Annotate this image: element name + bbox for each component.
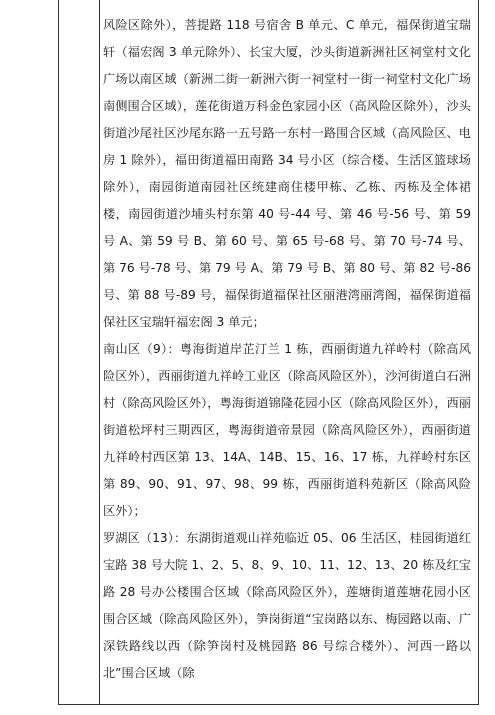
column-divider (99, 0, 100, 704)
paragraph-luohu: 罗湖区（13）：东湖街道观山祥苑临近 05、06 生活区，桂园街道红宝路 38 号大院 1、2、5、8、9、10、11、12、13、20 栋及红宝路 28 号办公楼围合区域（除高风险区外），莲塘街道莲塘花园小区围合区域（除高风险区外），笋岗街道“宝岗路以东、梅园路以南、广深铁路线以西（除笋岗村及桃园路 86 号综合楼外）、河西一路以北”围合区域（除 (103, 531, 471, 680)
paragraph-futian-continued: 风险区除外），菩提路 118 号宿舍 B 单元、C 单元，福保街道宝瑞轩（福宏阁 3 单元除外）、长宝大厦，沙头街道新洲社区祠堂村文化广场以南区域（新洲二街一新洲六街一祠堂村一街一祠堂村文化广场南侧围合区域），莲花街道万科金色家园小区（高风险区除外），沙头街道沙尾社区沙尾东路一五号路一东村一路围合区域（高风险区、电房 1 除外），福田街道福田南路 34 号小区（综合楼、生活区篮球场除外），南园街道南园社区统建商住楼甲栋、乙栋、丙栋及全体裙楼，南园街道沙埔头村东第 40 号-44 号、第 46 号-56 号、第 59 号 A、第 59 号 B、第 60 号、第 65 号-68 号、第 70 号-74 号、第 76 号-78 号、第 79 号 A、第 79 号 B、第 80 号、第 82 号-86 号、第 88 号-89 号，福保街道福保社区丽港湾丽湾阁，福保街道福保社区宝瑞轩福宏阁 3 单元； (103, 18, 471, 329)
content-cell (103, 12, 471, 687)
paragraph-nanshan: 南山区（9）：粤海街道岸芷汀兰 1 栋，西丽街道九祥岭村（除高风险区外），西丽街道九祥岭工业区（除高风险区外），沙河街道白石洲村（除高风险区外），粤海街道锦隆花园小区（除高风险区外），西丽街道松坪村三期西区，粤海街道帝景园（除高风险区外），西丽街道九祥岭村西区第 13、14A、14B、15、16、17 栋，九祥岭村东区第 89、90、91、97、98、99 栋，西丽街道科苑新区（除高风险区外）； (103, 342, 471, 518)
